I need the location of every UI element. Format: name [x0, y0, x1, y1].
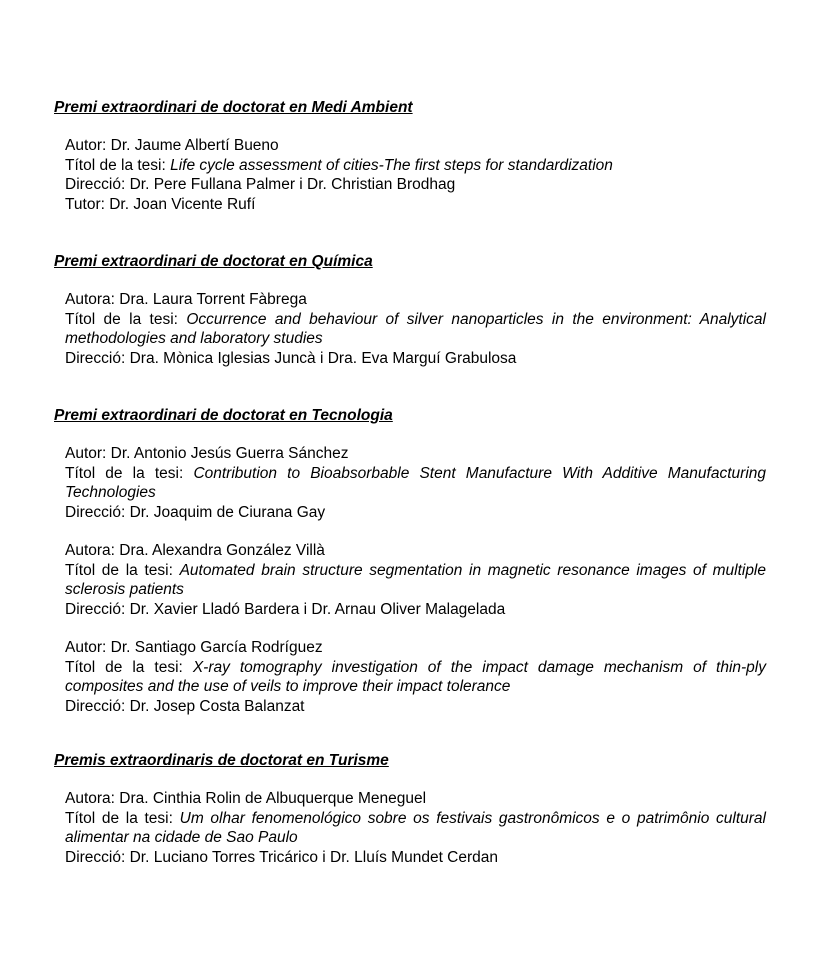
section-title: Premi extraordinari de doctorat en Tecnologia: [54, 407, 393, 424]
thesis-line: [65, 561, 766, 600]
thesis-label: Títol de la tesi:: [65, 464, 184, 482]
section-turisme: [54, 751, 766, 867]
author-line: Autor: Dr. Antonio Jesús Guerra Sánchez: [65, 445, 349, 462]
thesis-title: Um olhar fenomenológico sobre os festivais gastronômicos e o patrimônio cultural alimentar na cidade de Sao Paulo: [65, 809, 766, 846]
tutor-line: Tutor: Dr. Joan Vicente Rufí: [65, 195, 256, 213]
thesis-title: Automated brain structure segmentation in magnetic resonance images of multiple sclerosis patients: [65, 561, 766, 598]
thesis-entry: [65, 638, 766, 716]
thesis-entry: [65, 789, 766, 867]
thesis-label: Títol de la tesi:: [65, 156, 166, 174]
thesis-label: Títol de la tesi:: [65, 658, 183, 676]
thesis-entry: [65, 444, 766, 522]
thesis-title: Occurrence and behaviour of silver nanoparticles in the environment: Analytical methodologies and laboratory studies: [65, 310, 766, 347]
thesis-entry: [65, 290, 766, 368]
section-tecnologia: [54, 406, 766, 716]
thesis-title: X-ray tomography investigation of the impact damage mechanism of thin-ply composites and the use of veils to improve their impact tolerance: [65, 658, 766, 695]
thesis-label: Títol de la tesi:: [65, 310, 178, 328]
thesis-title: Life cycle assessment of cities-The first steps for standardization: [170, 156, 613, 174]
thesis-line: [65, 809, 766, 848]
thesis-title: Contribution to Bioabsorbable Stent Manufacture With Additive Manufacturing Technologies: [65, 464, 766, 501]
section-medi-ambient: [54, 98, 766, 214]
direction-line: Direcció: Dra. Mònica Iglesias Juncà i Dra. Eva Marguí Grabulosa: [65, 349, 517, 367]
direction-line: Direcció: Dr. Joaquim de Ciurana Gay: [65, 503, 326, 521]
direction-line: Direcció: Dr. Xavier Lladó Bardera i Dr. Arnau Oliver Malagelada: [65, 600, 506, 618]
thesis-line: [65, 464, 766, 503]
thesis-label: Títol de la tesi:: [65, 809, 173, 827]
author-line: Autora: Dra. Cinthia Rolin de Albuquerque Meneguel: [65, 790, 427, 807]
thesis-line: [65, 310, 766, 349]
thesis-line: [65, 658, 766, 697]
section-title: Premis extraordinaris de doctorat en Turisme: [54, 752, 389, 769]
author-line: Autora: Dra. Laura Torrent Fàbrega: [65, 291, 307, 308]
author-line: Autora: Dra. Alexandra González Villà: [65, 542, 325, 559]
direction-line: Direcció: Dr. Pere Fullana Palmer i Dr. Christian Brodhag: [65, 176, 456, 193]
section-title: Premi extraordinari de doctorat en Medi Ambient: [54, 99, 413, 116]
thesis-label: Títol de la tesi:: [65, 561, 173, 579]
thesis-entry: [65, 541, 766, 619]
author-line: Autor: Dr. Jaume Albertí Bueno: [65, 137, 279, 154]
thesis-line: [65, 156, 766, 176]
thesis-entry: [65, 136, 766, 214]
author-line: Autor: Dr. Santiago García Rodríguez: [65, 639, 323, 656]
direction-line: Direcció: Dr. Luciano Torres Tricárico i Dr. Lluís Mundet Cerdan: [65, 848, 499, 866]
section-title: Premi extraordinari de doctorat en Química: [54, 253, 373, 270]
direction-line: Direcció: Dr. Josep Costa Balanzat: [65, 697, 305, 715]
section-quimica: [54, 252, 766, 368]
